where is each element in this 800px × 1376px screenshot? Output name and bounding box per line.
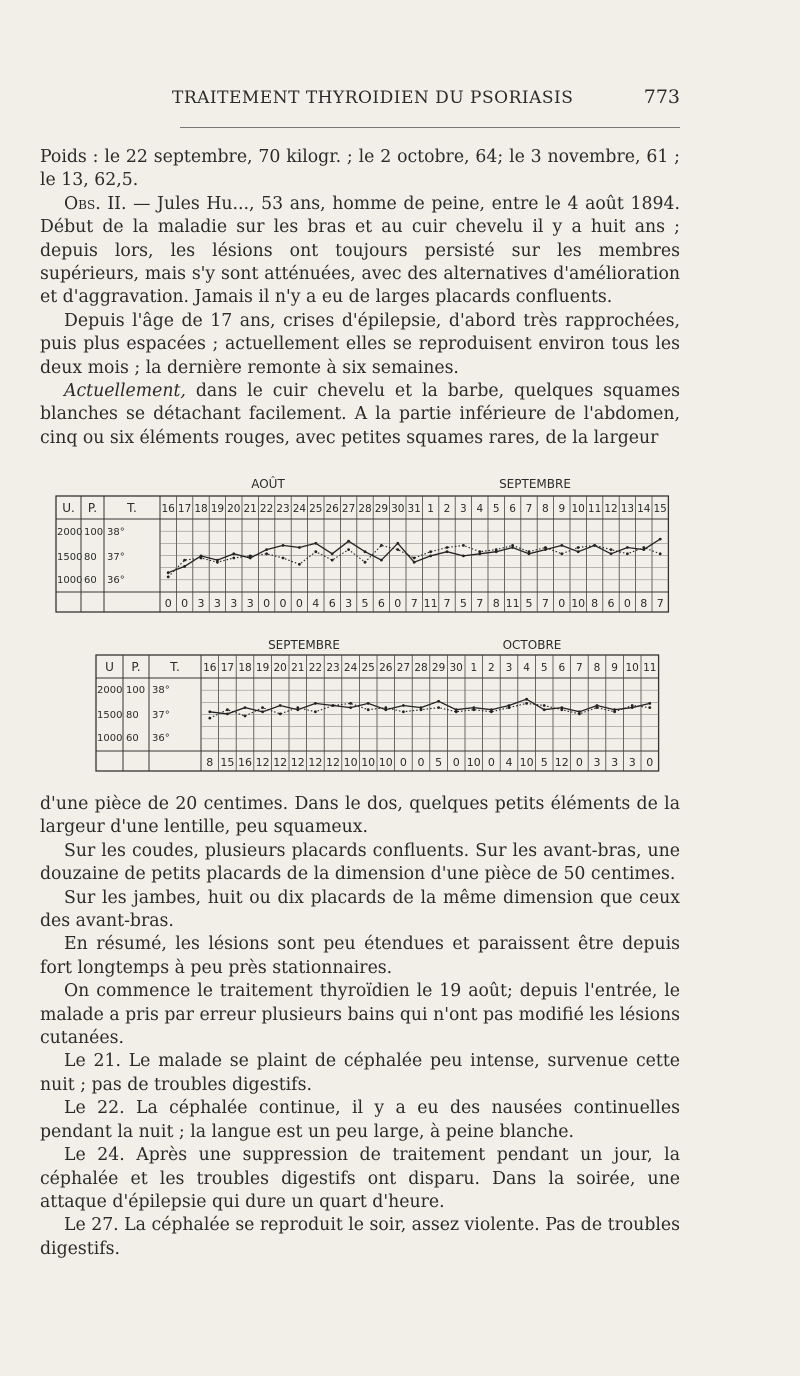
- data-point: [525, 698, 528, 701]
- day-label: 27: [396, 662, 411, 674]
- y-label-t: 36°: [107, 575, 125, 586]
- data-point: [648, 702, 651, 705]
- data-point: [525, 702, 528, 705]
- paragraph-text: Le 27. La céphalée se reproduit le soir, assez violente. Pas de troubles digestifs.: [40, 1215, 680, 1259]
- y-label-p: 80: [126, 710, 139, 721]
- bottom-value: 5: [361, 597, 369, 610]
- day-label: 28: [358, 503, 372, 515]
- y-label-t: 38°: [107, 527, 125, 538]
- day-label: 19: [210, 503, 225, 515]
- y-label-u: 1000: [57, 575, 83, 586]
- italic-lead: Actuellement,: [64, 381, 186, 402]
- bottom-value: 0: [452, 756, 460, 769]
- data-point: [367, 708, 370, 711]
- y-label-p: 100: [126, 685, 146, 696]
- bottom-value: 3: [230, 597, 238, 610]
- data-point: [528, 550, 531, 553]
- day-label: 30: [449, 662, 463, 674]
- data-point: [429, 555, 432, 558]
- data-point: [279, 713, 282, 716]
- bottom-value: 8: [492, 597, 500, 610]
- bottom-value: 5: [459, 597, 467, 610]
- data-point: [282, 544, 285, 547]
- row-header: U: [105, 660, 114, 674]
- data-point: [183, 565, 186, 568]
- data-point: [402, 704, 405, 707]
- data-point: [543, 704, 546, 707]
- data-point: [446, 550, 449, 553]
- y-label-p: 100: [84, 527, 104, 538]
- data-point: [446, 546, 449, 549]
- row-header: T.: [170, 660, 180, 674]
- day-label: 22: [259, 503, 274, 515]
- day-label: 1: [470, 662, 478, 674]
- bottom-value: 10: [519, 756, 534, 769]
- data-point: [265, 552, 268, 555]
- bottom-value: 3: [611, 756, 619, 769]
- data-point: [314, 550, 317, 553]
- y-label-t: 37°: [152, 710, 170, 721]
- data-point: [560, 544, 563, 547]
- data-point: [472, 708, 475, 711]
- day-label: 7: [576, 662, 583, 674]
- data-point: [167, 571, 170, 574]
- day-label: 21: [291, 662, 305, 674]
- day-label: 12: [604, 503, 618, 515]
- row-header: U.: [62, 501, 75, 515]
- data-point: [331, 552, 334, 555]
- data-point: [249, 555, 252, 558]
- day-label: 1: [427, 503, 434, 515]
- bottom-value: 0: [295, 597, 303, 610]
- y-label-u: 1500: [57, 552, 83, 563]
- day-label: 29: [374, 503, 389, 515]
- data-point: [364, 550, 367, 553]
- data-point: [596, 706, 599, 709]
- data-point: [610, 552, 613, 555]
- data-point: [455, 710, 458, 713]
- data-point: [183, 559, 186, 562]
- bottom-value: 12: [273, 756, 288, 769]
- bottom-value: 7: [476, 597, 484, 610]
- paragraph-text: dans le cuir chevelu et la barbe, quelques squames blanches se détachant facilement. A la partie inférieure de l'abdomen, cinq ou six éléments rouges, avec petites squames rares, de la largeur: [40, 381, 680, 448]
- day-label: 24: [343, 662, 358, 674]
- day-label: 10: [571, 503, 585, 515]
- data-point: [208, 717, 211, 720]
- bottom-value: 10: [571, 597, 586, 610]
- bottom-value: 12: [308, 756, 323, 769]
- observation-label: Obs. II.: [64, 193, 127, 214]
- data-point: [208, 710, 211, 713]
- data-point: [216, 561, 219, 564]
- y-label-t: 37°: [107, 552, 125, 563]
- bottom-value: 8: [206, 756, 214, 769]
- bottom-value: 7: [541, 597, 549, 610]
- bottom-value: 5: [525, 597, 533, 610]
- paragraph: [40, 1214, 680, 1261]
- bottom-value: 8: [591, 597, 599, 610]
- paragraph: [40, 1144, 680, 1214]
- bottom-value: 0: [164, 597, 172, 610]
- row-header: P.: [87, 501, 98, 515]
- data-point: [578, 713, 581, 716]
- bottom-value: 3: [213, 597, 221, 610]
- day-label: 15: [653, 503, 667, 515]
- data-point: [349, 706, 352, 709]
- day-label: 5: [492, 503, 500, 515]
- bottom-value: 12: [290, 756, 305, 769]
- bottom-value: 7: [656, 597, 664, 610]
- day-label: 23: [276, 503, 290, 515]
- y-label-p: 60: [126, 733, 139, 744]
- bottom-value: 0: [623, 597, 631, 610]
- data-point: [560, 708, 563, 711]
- day-label: 30: [391, 503, 405, 515]
- bottom-value: 3: [593, 756, 601, 769]
- data-point: [659, 552, 662, 555]
- paragraph: [40, 1050, 680, 1097]
- bottom-value: 6: [328, 597, 336, 610]
- paragraph-text: Le 21. Le malade se plaint de céphalée peu intense, survenue cette nuit ; pas de troubles digestifs.: [40, 1051, 680, 1095]
- month-label: SEPTEMBRE: [268, 638, 340, 652]
- day-label: 14: [637, 503, 651, 515]
- bottom-value: 7: [443, 597, 451, 610]
- data-point: [626, 546, 629, 549]
- paragraph-text: Poids : le 22 septembre, 70 kilogr. ; le 2 octobre, 64; le 3 novembre, 61 ; le 13, 62,5.: [40, 147, 680, 191]
- data-point: [402, 710, 405, 713]
- day-label: 11: [587, 503, 602, 515]
- data-point: [279, 704, 282, 707]
- bottom-value: 3: [345, 597, 353, 610]
- data-point: [437, 700, 440, 703]
- data-point: [560, 552, 563, 555]
- y-label-u: 2000: [57, 527, 83, 538]
- bottom-value: 6: [377, 597, 385, 610]
- day-label: 18: [194, 503, 208, 515]
- data-point: [232, 557, 235, 560]
- page-number: 773: [643, 86, 680, 108]
- data-point: [367, 702, 370, 705]
- data-point: [642, 546, 645, 549]
- bottom-value: 0: [263, 597, 271, 610]
- data-point: [420, 708, 423, 711]
- bottom-value: 3: [246, 597, 254, 610]
- data-point: [437, 706, 440, 709]
- data-point: [226, 713, 229, 716]
- paragraph: [40, 980, 680, 1050]
- day-label: 25: [309, 503, 323, 515]
- paragraph: [40, 1097, 680, 1144]
- day-label: 2: [443, 503, 451, 515]
- paragraph-text: On commence le traitement thyroïdien le 19 août; depuis l'entrée, le malade a pris par erreur plusieurs bains qui n'ont pas modifié les lésions cutanées.: [40, 981, 680, 1049]
- data-point: [648, 706, 651, 709]
- paragraph: [40, 933, 680, 980]
- bottom-value: 4: [505, 756, 513, 769]
- data-point: [396, 542, 399, 545]
- day-label: 23: [326, 662, 340, 674]
- data-point: [577, 546, 580, 549]
- data-point: [462, 544, 465, 547]
- data-point: [226, 708, 229, 711]
- day-label: 8: [593, 662, 601, 674]
- bottom-value: 6: [607, 597, 615, 610]
- day-label: 6: [558, 662, 566, 674]
- bottom-value: 3: [628, 756, 636, 769]
- data-point: [244, 706, 247, 709]
- bottom-value: 0: [558, 597, 566, 610]
- data-point: [298, 563, 301, 566]
- day-label: 29: [431, 662, 446, 674]
- y-label-u: 1500: [97, 710, 123, 721]
- bottom-value: 0: [487, 756, 495, 769]
- data-point: [265, 548, 268, 551]
- bottom-value: 12: [326, 756, 340, 769]
- data-point: [332, 704, 335, 707]
- day-label: 25: [361, 662, 375, 674]
- data-point: [314, 702, 317, 705]
- row-header: P.: [131, 660, 141, 674]
- temperature-chart: [96, 638, 659, 771]
- data-point: [610, 548, 613, 551]
- data-point: [244, 715, 247, 718]
- bottom-value: 3: [197, 597, 205, 610]
- data-point: [232, 552, 235, 555]
- day-label: 3: [460, 503, 467, 515]
- text-block-bottom: [40, 793, 680, 1261]
- data-point: [347, 540, 350, 543]
- data-point: [413, 561, 416, 564]
- data-point: [261, 710, 264, 713]
- paragraph-text: — Jules Hu..., 53 ans, homme de peine, entre le 4 août 1894. Début de la maladie sur les bras et au cuir chevelu il y a huit ans ; depuis lors, les lésions ont toujours persisté sur les membres supérieurs, mais s'y sont atténuées, avec des alternatives d'amélioration et d'aggravation. Jamais il n'y a eu de larges placards confluents.: [40, 193, 680, 308]
- data-point: [261, 706, 264, 709]
- data-point: [462, 555, 465, 558]
- day-label: 26: [325, 503, 339, 515]
- data-point: [577, 550, 580, 553]
- bottom-value: 0: [399, 756, 407, 769]
- day-label: 17: [220, 662, 235, 674]
- bottom-value: 0: [575, 756, 583, 769]
- data-point: [347, 548, 350, 551]
- data-point: [167, 576, 170, 579]
- paragraph-text: Sur les jambes, huit ou dix placards de la même dimension que ceux des avant-bras.: [40, 887, 680, 932]
- temperature-chart: [56, 476, 668, 612]
- day-label: 6: [509, 503, 516, 515]
- paragraph-text: d'une pièce de 20 centimes. Dans le dos, quelques petits éléments de la largeur d'une lentille, peu squameux.: [40, 794, 680, 838]
- bottom-value: 5: [540, 756, 548, 769]
- y-label-u: 2000: [97, 685, 123, 696]
- data-point: [490, 710, 493, 713]
- day-label: 5: [540, 662, 548, 674]
- bottom-value: 10: [378, 756, 393, 769]
- day-label: 3: [505, 662, 513, 674]
- day-label: 22: [308, 662, 323, 674]
- bottom-value: 11: [423, 597, 438, 610]
- data-point: [508, 706, 511, 709]
- data-point: [380, 559, 383, 562]
- y-label-t: 38°: [152, 685, 170, 696]
- y-label-u: 1000: [97, 733, 123, 744]
- data-point: [296, 706, 299, 709]
- day-label: 27: [341, 503, 356, 515]
- bottom-value: 0: [417, 756, 425, 769]
- bottom-value: 4: [312, 597, 320, 610]
- data-point: [544, 546, 547, 549]
- data-point: [331, 559, 334, 562]
- data-point: [543, 708, 546, 711]
- bottom-value: 10: [343, 756, 358, 769]
- month-label: OCTOBRE: [502, 638, 562, 652]
- paragraph-text: Sur les coudes, plusieurs placards confluents. Sur les avant-bras, une douzaine de petits placards de la dimension d'une pièce de 50 centimes.: [40, 840, 680, 885]
- y-label-p: 80: [84, 552, 97, 563]
- paragraph-text: Depuis l'âge de 17 ans, crises d'épilepsie, d'abord très rapprochées, puis plus espacées ; actuellement elles se reproduisent environ tous les deux mois ; la dernière remonte à six semaines.: [40, 310, 680, 378]
- data-point: [298, 546, 301, 549]
- paragraph: [40, 840, 680, 887]
- day-label: 11: [643, 662, 657, 674]
- paragraph-text: Le 22. La céphalée continue, il y a eu des nausées continuelles pendant la nuit ; la langue est un peu large, à peine blanche.: [40, 1098, 680, 1142]
- day-label: 20: [227, 503, 241, 515]
- paragraph-text: Le 24. Après une suppression de traitement pendant un jour, la céphalée et les troubles digestifs ont disparu. Dans la soirée, une attaque d'épilepsie qui dure un quart d'heure.: [40, 1145, 680, 1212]
- day-label: 9: [611, 662, 618, 674]
- data-point: [282, 557, 285, 560]
- data-point: [380, 544, 383, 547]
- day-label: 4: [476, 503, 484, 515]
- data-point: [478, 550, 481, 553]
- bottom-value: 11: [505, 597, 520, 610]
- day-label: 24: [292, 503, 307, 515]
- bottom-value: 0: [181, 597, 189, 610]
- day-label: 4: [523, 662, 530, 674]
- data-point: [613, 710, 616, 713]
- data-point: [364, 561, 367, 564]
- bottom-value: 16: [238, 756, 252, 769]
- day-label: 17: [177, 503, 192, 515]
- bottom-value: 0: [394, 597, 402, 610]
- day-label: 26: [379, 662, 393, 674]
- bottom-value: 8: [640, 597, 648, 610]
- bottom-value: 12: [255, 756, 270, 769]
- data-point: [396, 548, 399, 551]
- y-label-p: 60: [84, 575, 97, 586]
- bottom-value: 0: [279, 597, 287, 610]
- data-point: [314, 710, 317, 713]
- data-point: [659, 538, 662, 541]
- data-point: [200, 557, 203, 560]
- day-label: 9: [558, 503, 566, 515]
- bottom-value: 0: [646, 756, 654, 769]
- y-label-t: 36°: [152, 733, 170, 744]
- data-point: [413, 557, 416, 560]
- bottom-value: 15: [220, 756, 235, 769]
- day-label: 21: [243, 503, 257, 515]
- day-label: 13: [620, 503, 635, 515]
- month-label: AOÛT: [251, 477, 285, 491]
- data-point: [593, 544, 596, 547]
- day-label: 31: [407, 503, 421, 515]
- day-label: 7: [525, 503, 533, 515]
- bottom-value: 10: [361, 756, 376, 769]
- day-label: 16: [203, 662, 217, 674]
- day-label: 18: [238, 662, 252, 674]
- data-point: [314, 542, 317, 545]
- paragraph: [40, 793, 680, 840]
- day-label: 20: [273, 662, 287, 674]
- paragraph: [40, 887, 680, 934]
- data-point: [349, 702, 352, 705]
- data-point: [495, 548, 498, 551]
- day-label: 10: [625, 662, 639, 674]
- row-header: T.: [127, 501, 137, 515]
- month-label: SEPTEMBRE: [499, 477, 571, 491]
- data-point: [384, 706, 387, 709]
- day-label: 8: [542, 503, 549, 515]
- paragraph-text: En résumé, les lésions sont peu étendues et paraissent être depuis fort longtemps à peu près stationnaires.: [40, 934, 680, 978]
- day-label: 2: [488, 662, 495, 674]
- data-point: [429, 550, 432, 553]
- bottom-value: 7: [410, 597, 418, 610]
- day-label: 16: [161, 503, 175, 515]
- data-point: [626, 552, 629, 555]
- bottom-value: 12: [554, 756, 569, 769]
- day-label: 19: [255, 662, 270, 674]
- bottom-value: 10: [466, 756, 481, 769]
- bottom-value: 5: [435, 756, 443, 769]
- day-label: 28: [414, 662, 428, 674]
- data-point: [511, 544, 514, 547]
- running-title: TRAITEMENT THYROIDIEN DU PSORIASIS: [172, 88, 574, 108]
- data-point: [631, 704, 634, 707]
